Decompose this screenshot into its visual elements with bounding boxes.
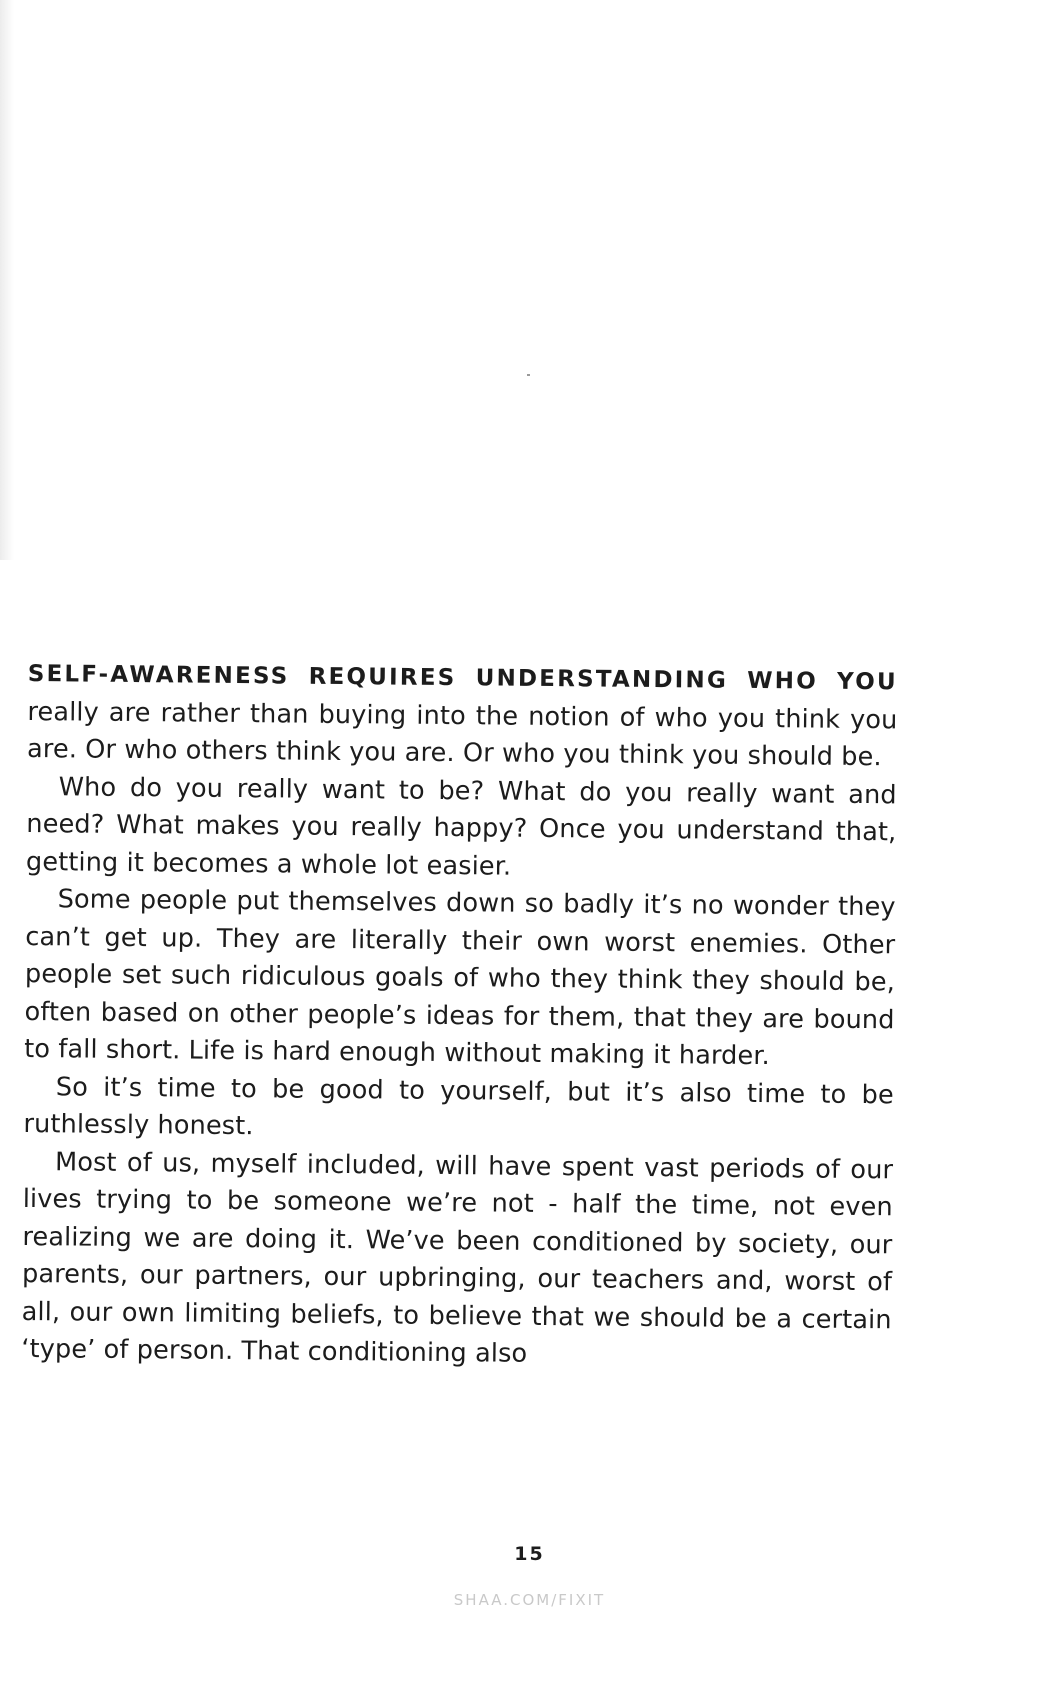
- paragraph: So it’s time to be good to yourself, but it’s also time to be ruthlessly honest.: [23, 1071, 894, 1142]
- print-speck: [527, 374, 530, 376]
- opening-text: really are rather than buying into the notion of who you think you are. Or who others think you are. Or who you think you should be.: [26, 696, 898, 773]
- footer-watermark: SHAA.COM/FIXIT: [453, 1591, 606, 1609]
- paragraph: Who do you really want to be? What do you really want and need? What makes you really happy? Once you understand that, getting it becomes a whole lot easier.: [25, 771, 897, 882]
- paragraph: Most of us, myself included, will have spent vast periods of our lives trying to be someone we’re not - half the time, not even realizing we are doing it. We’ve been conditioned by society, our parents, our partners, our upbringing, our teachers and, worst of all, our own limiting beliefs, to believe that we should be a certain ‘type’ of person. That conditioning also: [21, 1146, 894, 1369]
- runin-heading: SELF-AWARENESS REQUIRES UNDERSTANDING WHO YOU: [27, 660, 898, 696]
- body-text: [21, 655, 898, 1377]
- page-number: 15: [514, 1543, 545, 1565]
- page-edge-shadow: [0, 0, 14, 560]
- paragraph: Some people put themselves down so badly it’s no wonder they can’t get up. They are literally their own worst enemies. Other people set such ridiculous goals of who they think they should be, often based on other people’s ideas for them, that they are bound to fall short. Life is hard enough without making it harder.: [24, 884, 896, 1072]
- paragraph-opening: [27, 655, 898, 777]
